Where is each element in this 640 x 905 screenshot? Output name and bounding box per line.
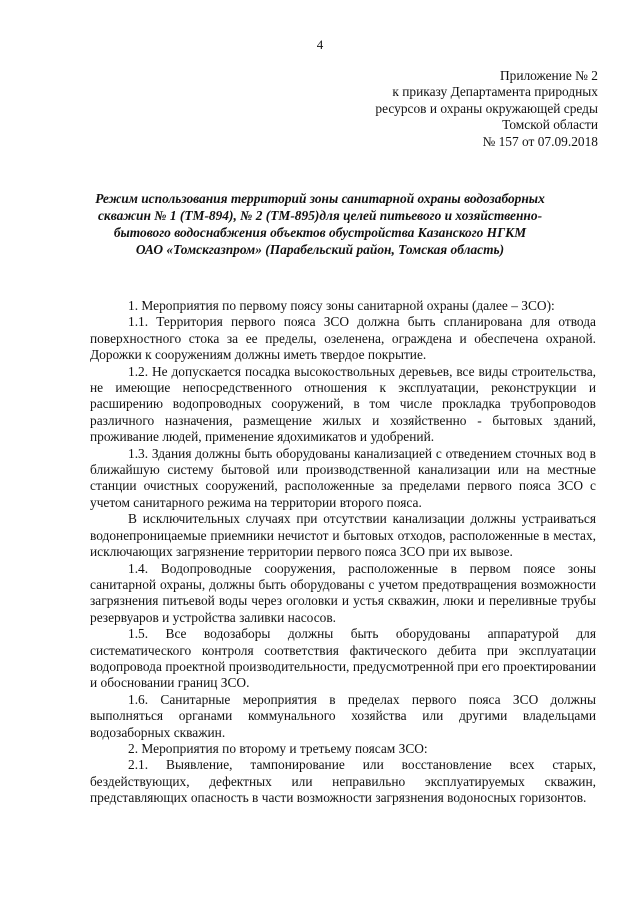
paragraph: 1.3. Здания должны быть оборудованы канализацией с отведением сточных вод в ближайшую систему бытовой или производственной канализации или на местные станции очистных сооружений, расположенные за пределами первого пояса ЗСО с учетом санитарного режима на территории второго пояса.	[90, 445, 596, 510]
document-body	[90, 298, 596, 807]
paragraph: 2. Мероприятия по второму и третьему поясам ЗСО:	[128, 740, 428, 756]
paragraph: 1.1. Территория первого пояса ЗСО должна быть спланирована для отвода поверхностного стока за ее пределы, озеленена, ограждена и обеспечена охраной. Дорожки к сооружениям должны иметь твердое покрытие.	[90, 314, 596, 363]
paragraph: 1.5. Все водозаборы должны быть оборудованы аппаратурой для систематического контроля соответствия фактического дебита при эксплуатации водопровода проектной производительности, предусмотренной при его проектировании и обосновании границ ЗСО.	[90, 626, 596, 691]
approval-line: № 157 от 07.09.2018	[482, 133, 598, 149]
title-line: бытового водоснабжения объектов обустройства Казанского НГКМ	[113, 225, 527, 240]
paragraph: 1.2. Не допускается посадка высокоствольных деревьев, все виды строительства, не имеющие непосредственного отношения к эксплуатации, реконструкции и расширению водопроводных сооружений, в том числе прокладка трубопроводов различного назначения, размещение жилых и хозяйственно - бытовых зданий, проживание людей, применение ядохимикатов и удобрений.	[90, 363, 596, 445]
approval-line: ресурсов и охраны окружающей среды	[375, 100, 598, 116]
paragraph: 1.6. Санитарные мероприятия в пределах первого пояса ЗСО должны выполняться органами коммунального хозяйства или другими владельцами водозаборных скважин.	[90, 691, 596, 740]
page-number: 4	[316, 37, 324, 52]
paragraph: В исключительных случаях при отсутствии канализации должны устраиваться водонепроницаемые приемники нечистот и бытовых отходов, расположенные в местах, исключающих загрязнение территории первого пояса ЗСО при их вывозе.	[90, 511, 596, 560]
approval-line: Приложение № 2	[499, 68, 598, 83]
paragraph: 1.4. Водопроводные сооружения, расположенные в первом поясе зоны санитарной охраны, должны быть оборудованы с учетом предотвращения возможности загрязнения питьевой воды через оголовки и устья скважин, люки и переливные трубы резервуаров и устройства заливки насосов.	[90, 560, 596, 625]
title-line: скважин № 1 (ТМ-894), № 2 (ТМ-895)для целей питьевого и хозяйственно-	[97, 208, 543, 223]
paragraph: 2.1. Выявление, тампонирование или восстановление всех старых, бездействующих, дефектных или неправильно эксплуатируемых скважин, представляющих опасность в части возможности загрязнения водоносных горизонтов.	[90, 757, 596, 806]
paragraph: 1. Мероприятия по первому поясу зоны санитарной охраны (далее – ЗСО):	[128, 298, 555, 313]
approval-line: Томской области	[502, 117, 598, 133]
document-title	[80, 190, 560, 258]
title-line: ОАО «Томскгазпром» (Парабельский район, Томская область)	[135, 242, 505, 257]
title-line: Режим использования территорий зоны санитарной охраны водозаборных	[95, 191, 545, 206]
approval-block	[375, 68, 598, 150]
approval-line: к приказу Департамента природных	[392, 84, 598, 100]
